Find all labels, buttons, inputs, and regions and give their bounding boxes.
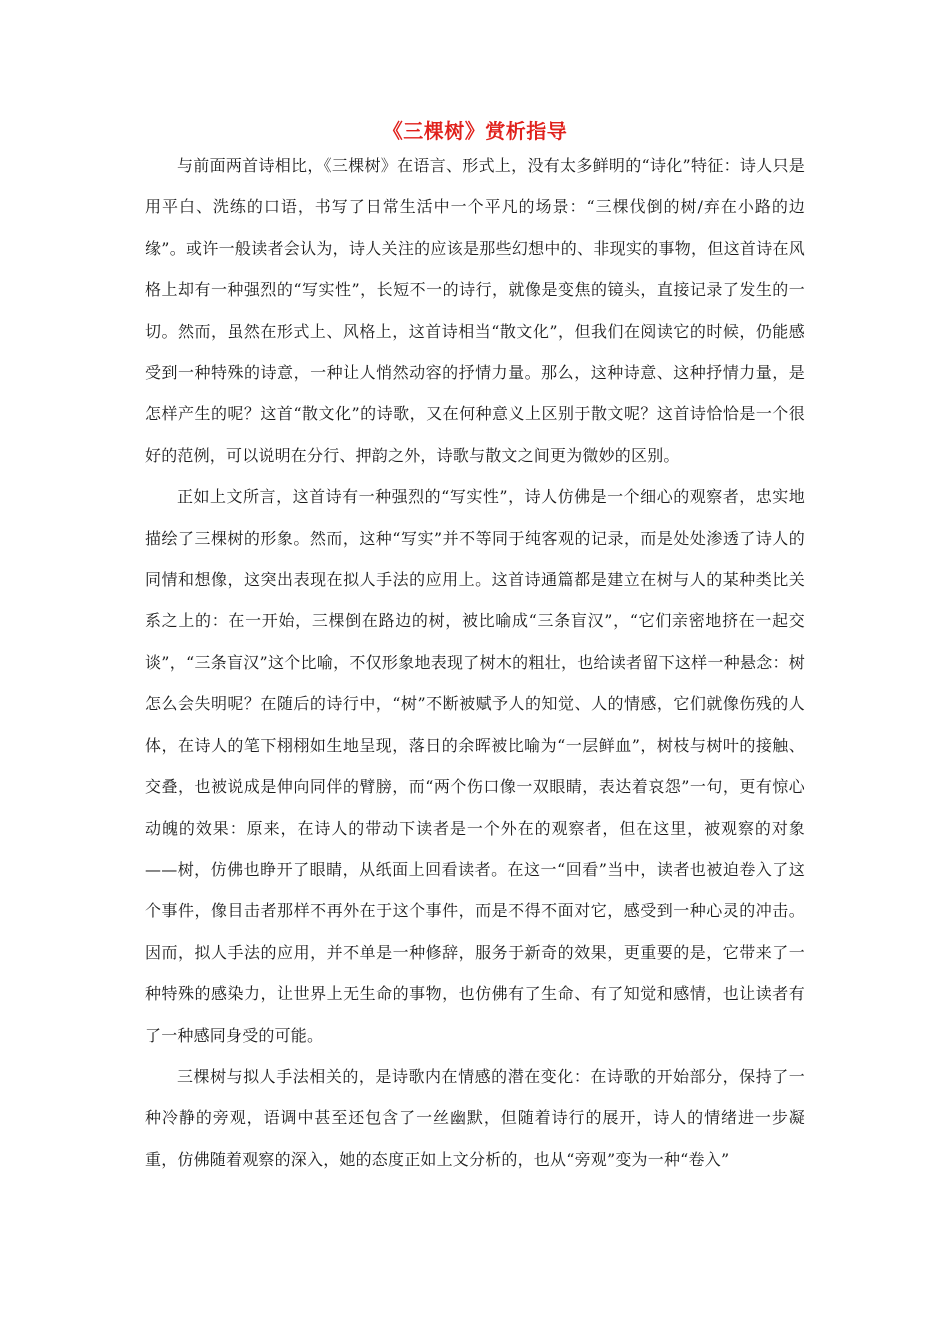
paragraph-2: 正如上文所言，这首诗有一种强烈的“写实性”，诗人仿佛是一个细心的观察者，忠实地描绘了三棵树的形象。然而，这种“写实”并不等同于纯客观的记录，而是处处渗透了诗人的同情和想像，这突出表现在拟人手法的应用上。这首诗通篇都是建立在树与人的某种类比关系之上的：在一开始，三棵倒在路边的树，被比喻成“三条盲汉”，“它们亲密地挤在一起交谈”，“三条盲汉”这个比喻，不仅形象地表现了树木的粗壮，也给读者留下这样一种悬念：树怎么会失明呢？在随后的诗行中，“树”不断被赋予人的知觉、人的情感，它们就像伤残的人体，在诗人的笔下栩栩如生地呈现，落日的余晖被比喻为“一层鲜血”，树枝与树叶的接触、交叠，也被说成是伸向同伴的臂膀，而“两个伤口像一双眼睛，表达着哀怨”一句，更有惊心动魄的效果：原来，在诗人的带动下读者是一个外在的观察者，但在这里，被观察的对象——树，仿佛也睁开了眼睛，从纸面上回看读者。在这一“回看”当中，读者也被迫卷入了这个事件，像目击者那样不再外在于这个事件，而是不得不面对它，感受到一种心灵的冲击。因而，拟人手法的应用，并不单是一种修辞，服务于新奇的效果，更重要的是，它带来了一种特殊的感染力，让世界上无生命的事物，也仿佛有了生命、有了知觉和感情，也让读者有了一种感同身受的可能。 [145, 487, 805, 1045]
document-title: 《三棵树》赏析指导 [382, 119, 568, 143]
paragraph-3: 三棵树与拟人手法相关的，是诗歌内在情感的潜在变化：在诗歌的开始部分，保持了一种冷静的旁观，语调中甚至还包含了一丝幽默，但随着诗行的展开，诗人的情绪进一步凝重，仿佛随着观察的深入，她的态度正如上文分析的，也从“旁观”变为一种“卷入” [145, 1066, 805, 1169]
document-page [145, 117, 805, 1180]
paragraph-1: 与前面两首诗相比，《三棵树》在语言、形式上，没有太多鲜明的“诗化”特征：诗人只是用平白、洗练的口语，书写了日常生活中一个平凡的场景：“三棵伐倒的树/弃在小路的边缘”。或许一般读者会认为，诗人关注的应该是那些幻想中的、非现实的事物，但这首诗在风格上却有一种强烈的“写实性”，长短不一的诗行，就像是变焦的镜头，直接记录了发生的一切。然而，虽然在形式上、风格上，这首诗相当“散文化”，但我们在阅读它的时候，仍能感受到一种特殊的诗意，一种让人悄然动容的抒情力量。那么，这种诗意、这种抒情力量，是怎样产生的呢？这首“散文化”的诗歌，又在何种意义上区别于散文呢？这首诗恰恰是一个很好的范例，可以说明在分行、押韵之外，诗歌与散文之间更为微妙的区别。 [145, 156, 805, 465]
